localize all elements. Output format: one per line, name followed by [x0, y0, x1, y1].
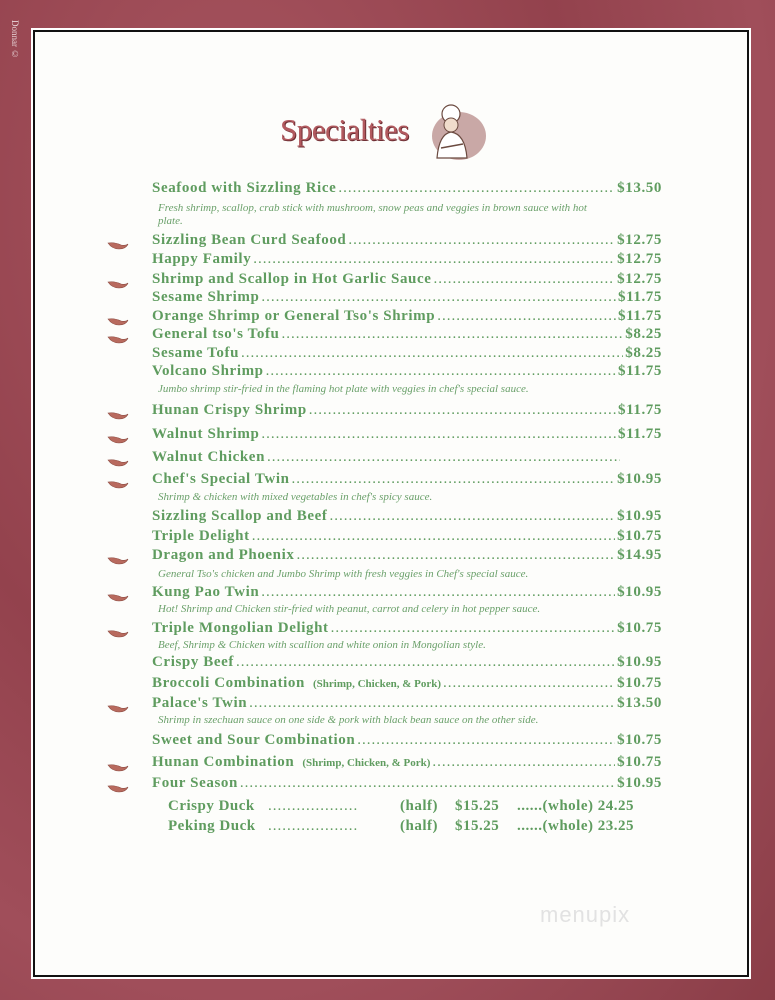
item-price: $8.25	[625, 345, 662, 361]
whole-label: (whole)	[542, 798, 594, 814]
menu-item	[152, 695, 662, 714]
copyright-mark: Donnar ©	[10, 20, 20, 60]
whole-price: 24.25	[597, 798, 634, 814]
spicy-pepper-icon	[107, 590, 129, 600]
leader-dots: ......	[517, 818, 543, 834]
item-price: $11.75	[617, 363, 662, 379]
item-price: $11.75	[617, 426, 662, 442]
menu-item	[152, 732, 662, 751]
leader-dots	[266, 363, 616, 380]
menu-item	[152, 345, 662, 364]
spicy-pepper-icon	[107, 626, 129, 636]
item-description: Jumbo shrimp stir-fried in the flaming hot plate with veggies in chef's special sauce.	[158, 383, 529, 395]
item-price: $10.95	[617, 584, 662, 600]
item-name: Peking Duck	[168, 818, 256, 834]
menu-item	[152, 508, 662, 527]
spicy-pepper-icon	[107, 332, 129, 342]
item-name: Sesame Tofu	[152, 345, 240, 361]
menu-item	[152, 289, 662, 308]
item-price: $8.25	[625, 326, 662, 342]
menu-item	[152, 620, 662, 639]
item-name: Sweet and Sour Combination	[152, 732, 356, 748]
leader-dots	[261, 289, 616, 306]
item-price: $13.50	[617, 180, 662, 196]
leader-dots: ......	[517, 798, 543, 814]
half-price: $15.25	[455, 798, 500, 814]
spicy-pepper-icon	[107, 455, 129, 465]
item-price: $12.75	[617, 271, 662, 287]
leader-dots	[309, 402, 616, 419]
item-name: Chef's Special Twin	[152, 471, 290, 487]
item-name: Shrimp and Scallop in Hot Garlic Sauce	[152, 271, 432, 287]
menu-item	[152, 180, 662, 199]
leader-dots	[241, 345, 623, 362]
spicy-pepper-icon	[107, 781, 129, 791]
leader-dots	[434, 271, 616, 288]
item-price: $13.50	[617, 695, 662, 711]
whole-label: (whole)	[542, 818, 594, 834]
menu-item	[152, 402, 662, 421]
menu-item	[152, 308, 662, 327]
spicy-pepper-icon	[107, 760, 129, 770]
leader-dots	[253, 251, 615, 268]
spicy-pepper-icon	[107, 553, 129, 563]
item-name: Sesame Shrimp	[152, 289, 260, 305]
leader-dots	[240, 775, 615, 792]
item-name: Broccoli Combination	[152, 675, 305, 691]
watermark: menupix	[540, 902, 631, 927]
leader-dots: ...................	[268, 818, 359, 834]
menu-item	[152, 547, 662, 566]
leader-dots	[357, 732, 615, 749]
item-price: $12.75	[617, 232, 662, 248]
item-note: (Shrimp, Chicken, & Pork)	[312, 678, 442, 690]
leader-dots	[331, 620, 616, 637]
item-description: Hot! Shrimp and Chicken stir-fried with peanut, carrot and celery in hot pepper sauce.	[158, 603, 541, 615]
item-price: $10.75	[617, 732, 662, 748]
leader-dots	[437, 308, 616, 325]
menu-item	[152, 271, 662, 290]
item-name: Dragon and Phoenix	[152, 547, 295, 563]
leader-dots	[338, 180, 615, 197]
item-note: (Shrimp, Chicken, & Pork)	[302, 757, 431, 769]
duck-item	[168, 818, 634, 835]
menu-item	[152, 449, 622, 468]
leader-dots	[443, 675, 615, 692]
item-description: Shrimp in szechuan sauce on one side & pork with black bean sauce on the other side.	[158, 714, 539, 726]
item-name: Seafood with Sizzling Rice	[152, 180, 337, 196]
menu-item	[152, 251, 662, 270]
item-price: $12.75	[617, 251, 662, 267]
menu-item	[152, 363, 662, 382]
leader-dots	[236, 654, 615, 671]
menu-item	[152, 426, 662, 445]
spicy-pepper-icon	[107, 238, 129, 248]
leader-dots	[252, 528, 615, 545]
duck-item	[168, 798, 634, 815]
menu-item	[152, 528, 662, 547]
half-label: (half)	[400, 818, 438, 834]
spicy-pepper-icon	[107, 477, 129, 487]
menu-item	[152, 654, 662, 673]
item-price: $11.75	[617, 402, 662, 418]
spicy-pepper-icon	[107, 432, 129, 442]
item-description: Shrimp & chicken with mixed vegetables in chef's spicy sauce.	[158, 491, 433, 503]
half-label: (half)	[400, 798, 438, 814]
whole-price: 23.25	[597, 818, 634, 834]
item-price: $10.75	[617, 620, 662, 636]
item-name: Orange Shrimp or General Tso's Shrimp	[152, 308, 436, 324]
item-price: $10.95	[617, 654, 662, 670]
item-price: $10.95	[617, 775, 662, 791]
leader-dots	[249, 695, 615, 712]
leader-dots	[432, 754, 615, 771]
item-price: $11.75	[617, 308, 662, 324]
menu-item	[152, 471, 662, 490]
menu-item	[152, 775, 662, 794]
item-price: $10.75	[617, 675, 662, 691]
item-name: Hunan Crispy Shrimp	[152, 402, 307, 418]
item-price: $10.95	[617, 508, 662, 524]
item-name: Four Season	[152, 775, 238, 791]
item-price: $10.75	[617, 754, 662, 770]
spicy-pepper-icon	[107, 314, 129, 324]
item-name: Crispy Duck	[168, 798, 255, 814]
item-name: Hunan Combination	[152, 754, 295, 770]
item-name: Triple Delight	[152, 528, 250, 544]
leader-dots	[261, 426, 616, 443]
item-price: $14.95	[617, 547, 662, 563]
item-name: General tso's Tofu	[152, 326, 280, 342]
menu-item	[152, 754, 662, 773]
item-name: Kung Pao Twin	[152, 584, 260, 600]
spicy-pepper-icon	[107, 277, 129, 287]
page-title: Specialties	[280, 112, 409, 147]
item-name: Volcano Shrimp	[152, 363, 264, 379]
menu-item	[152, 326, 662, 345]
spicy-pepper-icon	[107, 408, 129, 418]
leader-dots	[292, 471, 616, 488]
menu-item	[152, 675, 662, 694]
item-name: Walnut Chicken	[152, 449, 266, 465]
item-name: Crispy Beef	[152, 654, 235, 670]
menu-item	[152, 232, 662, 251]
item-name: Sizzling Bean Curd Seafood	[152, 232, 347, 248]
item-name: Triple Mongolian Delight	[152, 620, 329, 636]
menu-item	[152, 584, 662, 603]
leader-dots	[281, 326, 623, 343]
item-price: $10.95	[617, 471, 662, 487]
leader-dots	[348, 232, 615, 249]
item-price: $11.75	[617, 289, 662, 305]
leader-dots: ...................	[268, 798, 359, 814]
item-description: Beef, Shrimp & Chicken with scallion and white onion in Mongolian style.	[158, 639, 486, 651]
item-description: Fresh shrimp, scallop, crab stick with mushroom, snow peas and veggies in brown sauce with hot plate.	[158, 202, 587, 227]
leader-dots	[261, 584, 615, 601]
leader-dots	[329, 508, 615, 525]
item-name: Sizzling Scallop and Beef	[152, 508, 328, 524]
item-description: General Tso's chicken and Jumbo Shrimp with fresh veggies in Chef's special sauce.	[158, 568, 529, 580]
leader-dots	[297, 547, 616, 564]
leader-dots	[267, 449, 620, 466]
spicy-pepper-icon	[107, 701, 129, 711]
item-name: Walnut Shrimp	[152, 426, 260, 442]
item-price: $10.75	[617, 528, 662, 544]
item-name: Happy Family	[152, 251, 252, 267]
half-price: $15.25	[455, 818, 500, 834]
item-name: Palace's Twin	[152, 695, 248, 711]
chef-logo-icon	[425, 98, 487, 164]
